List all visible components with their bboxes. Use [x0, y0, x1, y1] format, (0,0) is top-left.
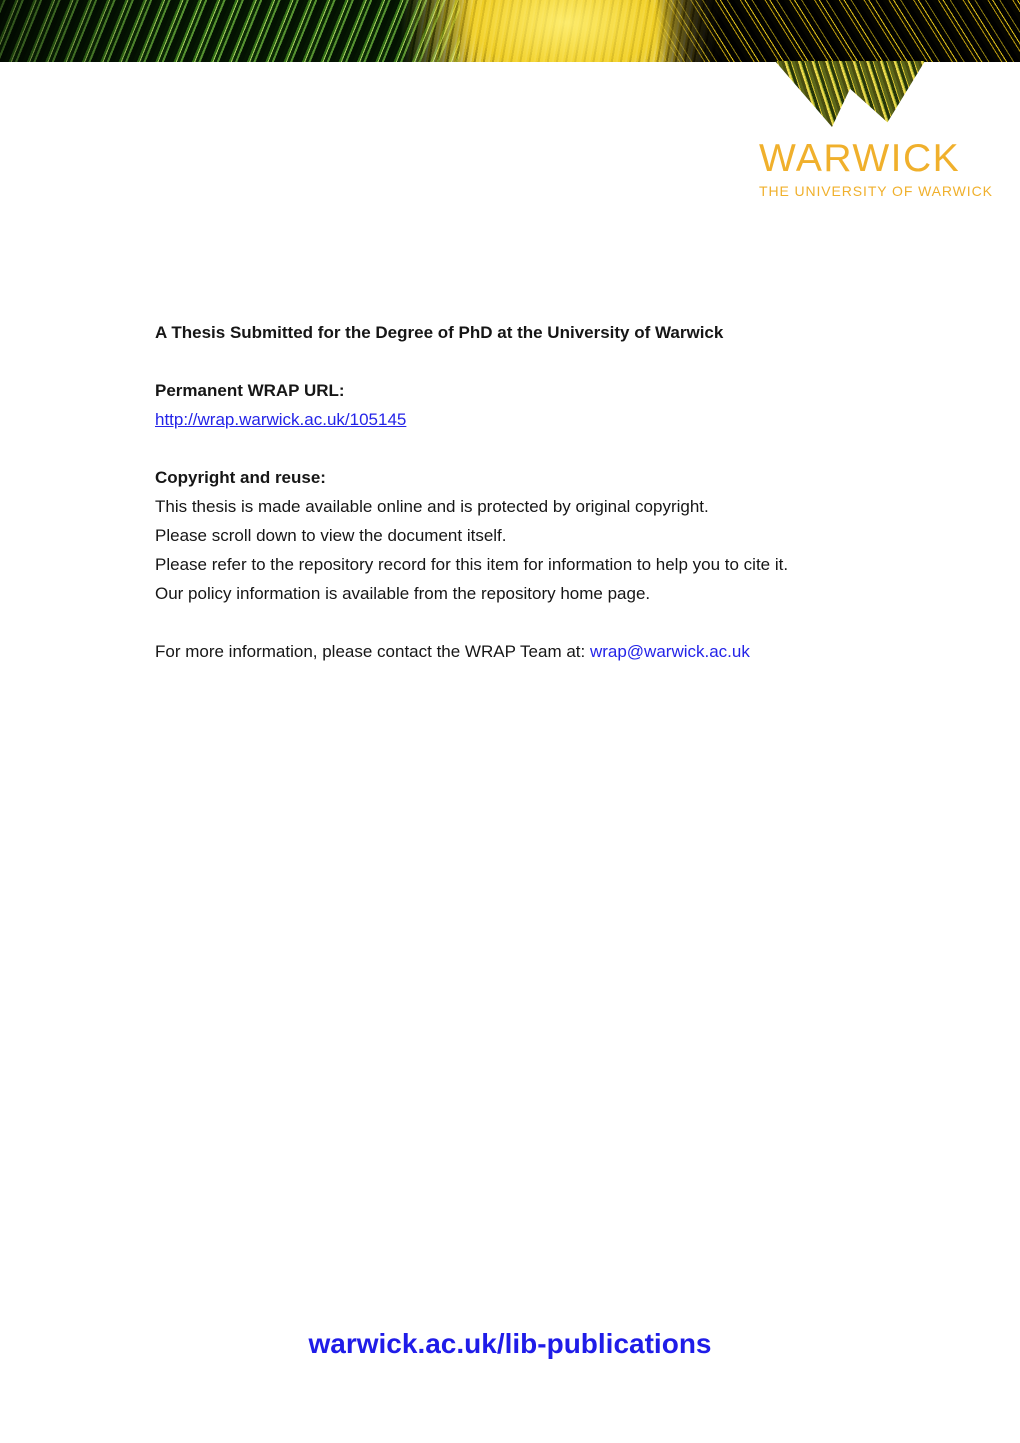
footer [0, 1328, 1020, 1360]
copyright-line: This thesis is made available online and is protected by original copyright. [155, 497, 709, 516]
wrap-email-link[interactable]: wrap@warwick.ac.uk [589, 642, 750, 661]
wrap-url-label: Permanent WRAP URL: [155, 381, 345, 400]
warwick-tagline: THE UNIVERSITY OF WARWICK [759, 183, 993, 199]
banner-image [0, 0, 1020, 62]
warwick-wordmark: WARWICK [759, 137, 961, 180]
spacer [155, 434, 895, 463]
copyright-line: Please scroll down to view the document itself. [155, 526, 507, 545]
banner-green-fibres [0, 0, 460, 62]
copyright-heading: Copyright and reuse: [155, 468, 326, 487]
warwick-w-icon [775, 61, 925, 127]
spacer [155, 608, 895, 637]
wrap-url-line [155, 405, 895, 434]
thesis-title: A Thesis Submitted for the Degree of PhD at the University of Warwick [155, 323, 724, 342]
banner-yellow-streaks [655, 0, 1020, 62]
document-body [155, 318, 895, 666]
footer-publications-link[interactable]: warwick.ac.uk/lib-publications [308, 1328, 712, 1359]
warwick-logo [759, 139, 993, 198]
spacer [155, 347, 895, 376]
copyright-line: Please refer to the repository record for this item for information to help you to cite it. [155, 555, 789, 574]
contact-prefix: For more information, please contact the WRAP Team at: [155, 642, 590, 661]
wrap-url-link[interactable]: http://wrap.warwick.ac.uk/105145 [155, 410, 407, 429]
copyright-line: Our policy information is available from the repository home page. [155, 584, 651, 603]
contact-line [155, 637, 895, 666]
